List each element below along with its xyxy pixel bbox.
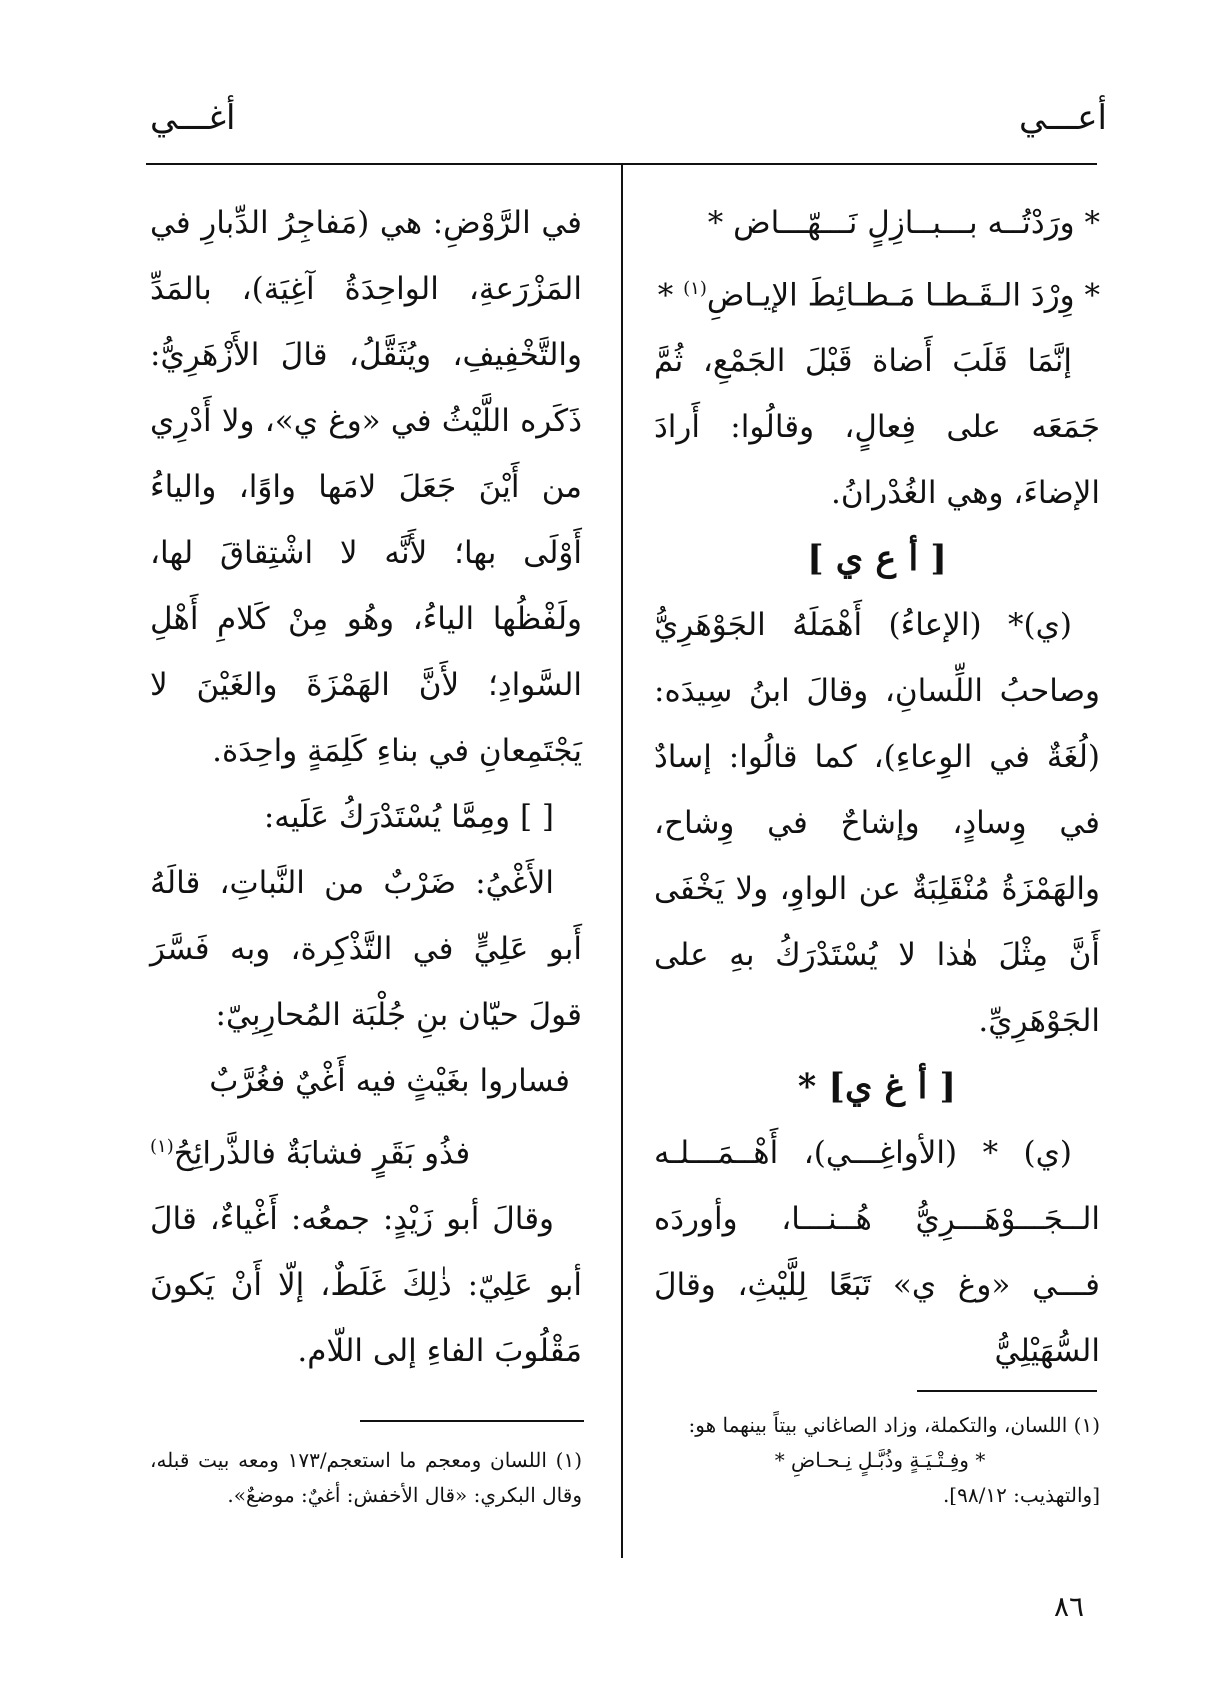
right-column <box>654 190 1100 1384</box>
verse-line-2 <box>654 256 1100 328</box>
poem-verse-2-text: فذُو بَقَرٍ فشابَةٌ فالذَّرائِحُ <box>173 1135 471 1172</box>
entry-heading-agy: [ أ غ ي] * <box>797 1066 957 1108</box>
footnote-left <box>150 1443 582 1513</box>
poem-verse-1: فساروا بغَيْثٍ فيه أَغْيٌ فغُرَّبٌ <box>209 1063 570 1099</box>
footnote-right <box>660 1408 1100 1513</box>
page-number: ٨٦ <box>1054 1590 1085 1623</box>
footnote-right-verse: * وفِـتْـيَـةٍ وذُبَّـلٍ نِـحـاضِ * <box>774 1448 986 1472</box>
poem-verse-2 <box>150 1114 582 1186</box>
running-head-left: أغـــي <box>150 98 236 138</box>
paragraph-rawd: في الرَّوْضِ: هي (مَفاجِرُ الدِّبارِ في المَزْرَعةِ، الواحِدَةُ آغِيَة)، بالمَدِّ والتَّخْفِيفِ، ويُثَقَّلُ، قالَ الأَزْهَرِيُّ: ذَكَره اللَّيْثُ في «وغ ي»، ولا أَدْرِي من أَيْنَ جَعَلَ لامَها واوًا، والياءُ أَوْلَى بها؛ لأَنَّه لا اشْتِقاقَ لها، ولَفْظُها الياءُ، وهُو مِنْ كَلامِ أَهْلِ السَّوادِ؛ لأَنَّ الهَمْزَةَ والغَيْنَ لا يَجْتَمِعانِ في بناءِ كَلِمَةٍ واحِدَة. <box>150 205 582 769</box>
entry-agy-text: (ي) * (الأواغِـــي)، أَهْــمَـــلـه الــجَـــوْهَـــرِيُّ هُــنـــا، وأوردَه فـــي «وغ ي» تَبَعًا لِلَّيْثِ، وقالَ السُّهَيْلِيُّ <box>654 1135 1100 1370</box>
footnote-left-text: (١) اللسان ومعجم ما استعجم/١٧٣ ومعه بيت قبله، وقال البكري: «قال الأخفش: أغيٌ: موضعٌ». <box>150 1448 582 1507</box>
explanation-paragraph: إنَّمَا قَلَبَ أَضاة قَبْلَ الجَمْعِ، ثُمَّ جَمَعَه على فِعالٍ، وقالُوا: أَرادَ الإضاءَ، وهي الغُدْرانُ. <box>654 343 1100 512</box>
verse-line-2-text: * وِرْدَ الـقَـطـا مَـطـائِطَ الإيـاضِ <box>706 277 1100 314</box>
paragraph-agy-plant: الأَغْيُ: ضَرْبٌ من النَّباتِ، قالَهُ أَبو عَلِيٍّ في التَّذْكِرة، وبه فَسَّرَ قولَ حيّان بنِ جُلْبَة المُحارِبِيّ: <box>150 865 582 1033</box>
verse-line-2-end: * <box>657 277 684 314</box>
paragraph-abu-zayd: وقالَ أبو زَيْدٍ: جمعُه: أَغْياءٌ، قالَ أبو عَلِيّ: ذٰلِكَ غَلَطٌ، إلّا أَنْ يَكونَ مَقْلُوبَ الفاءِ إلى اللّام. <box>150 1201 582 1370</box>
footnote-marker: (١) <box>150 1136 174 1157</box>
left-column <box>150 190 582 1384</box>
addendum-heading: [ ] ومِمَّا يُسْتَدْرَكُ عَلَيه: <box>263 799 554 835</box>
footnote-rule-left <box>360 1420 584 1422</box>
column-divider <box>621 163 623 1558</box>
footnote-right-text: (١) اللسان، والتكملة، وزاد الصاغاني بيتاً بينهما هو: <box>688 1413 1100 1437</box>
running-head-right: أعـــي <box>1019 98 1107 138</box>
entry-heading-aay: [ أ ع ي ] <box>807 538 947 580</box>
footnote-marker: (١) <box>683 278 707 299</box>
footnote-right-reference: [والتهذيب: ٩٨/١٢]. <box>942 1483 1100 1507</box>
footnote-rule-right <box>917 1390 1097 1392</box>
entry-aay-text: (ي)* (الإعاءُ) أَهْمَلَهُ الجَوْهَرِيُّ وصاحبُ اللِّسانِ، وقالَ ابنُ سِيدَه: (لُغَةٌ في الوِعاءِ)، كما قالُوا: إسادٌ في وِسادٍ، وإشاحٌ في وِشاح، والهَمْزَةُ مُنْقَلِبَةٌ عن الواوِ، ولا يَخْفَى أَنَّ مِثْلَ هٰذا لا يُسْتَدْرَكُ بهِ على الجَوْهَرِيِّ. <box>654 607 1100 1040</box>
verse-line-1: * ورَدْتُــه بـــبــازِلٍ نَـــهّـــاض * <box>707 205 1100 241</box>
